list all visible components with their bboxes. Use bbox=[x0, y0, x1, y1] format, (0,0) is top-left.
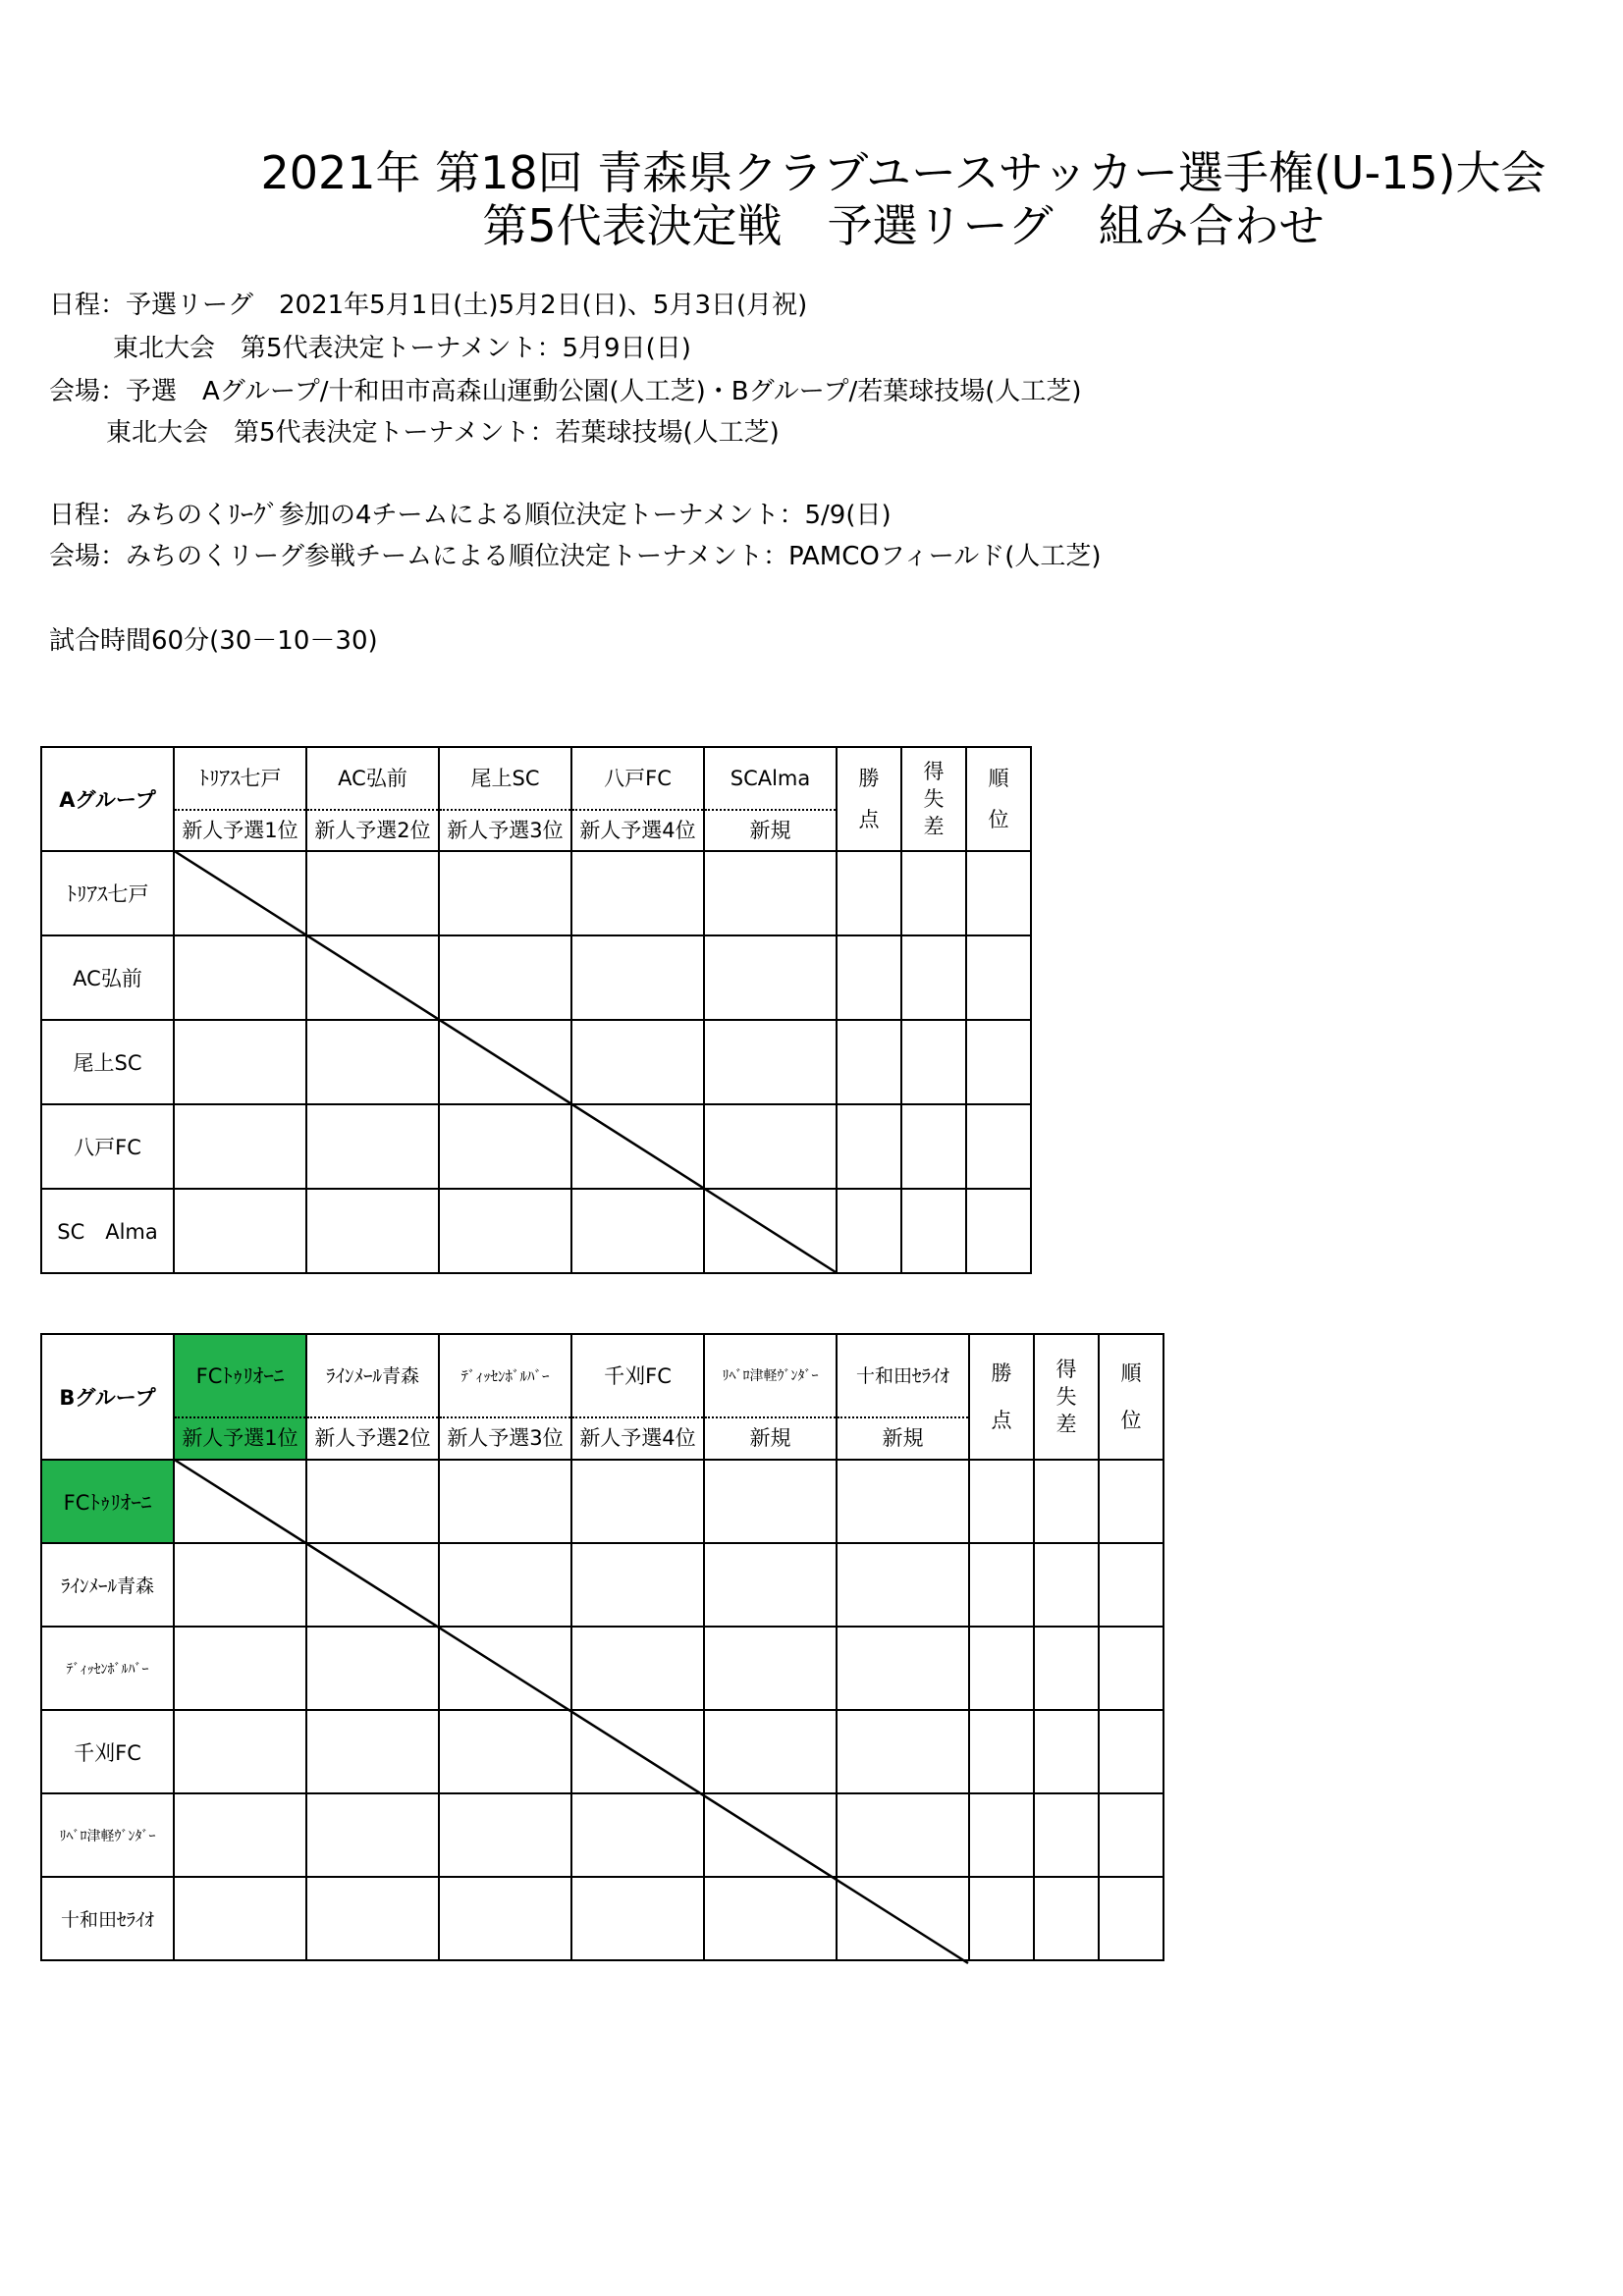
group-b-col-3: ﾃﾞｨｯｾﾝﾎﾞﾙﾊﾞｰ 新人予選3位 bbox=[439, 1334, 571, 1460]
group-b-row bbox=[41, 1877, 1163, 1960]
group-a-col-3: 尾上SC 新人予選3位 bbox=[439, 747, 571, 851]
group-a-row bbox=[41, 1104, 1031, 1189]
schedule-michinoku: 日程：みちのくﾘｰｸﾞ参加の4チームによる順位決定トーナメント：5/9(日) bbox=[49, 501, 892, 530]
group-b-table bbox=[40, 1333, 1164, 1961]
group-b-col-5: ﾘﾍﾞﾛ津軽ｳﾞﾝﾀﾞｰ 新規 bbox=[704, 1334, 837, 1460]
group-a-col-1: ﾄﾘｱｽ七戸 新人予選1位 bbox=[174, 747, 306, 851]
group-a-row bbox=[41, 935, 1031, 1020]
group-a-header-row bbox=[41, 747, 1031, 851]
venue-tohoku: 東北大会 第5代表決定トーナメント：若葉球技場(人工芝) bbox=[106, 418, 780, 448]
group-b-row-label: ﾃﾞｨｯｾﾝﾎﾞﾙﾊﾞｰ bbox=[41, 1627, 174, 1710]
group-a-goal-diff-header: 得 失 差 bbox=[901, 747, 966, 851]
group-b-row bbox=[41, 1460, 1163, 1543]
group-a-col-5: SCAlma 新規 bbox=[704, 747, 837, 851]
group-a-row bbox=[41, 1189, 1031, 1273]
group-b-row bbox=[41, 1710, 1163, 1793]
group-a-row bbox=[41, 851, 1031, 935]
group-b-points-header: 勝 点 bbox=[969, 1334, 1034, 1460]
group-b-row-label: ﾘﾍﾞﾛ津軽ｳﾞﾝﾀﾞｰ bbox=[41, 1793, 174, 1877]
group-b-row bbox=[41, 1627, 1163, 1710]
group-b-row-label: ﾗｲﾝﾒｰﾙ青森 bbox=[41, 1543, 174, 1627]
group-b-row-label: FCﾄｩﾘｵｰﾆ bbox=[41, 1460, 174, 1543]
group-a-row-label: 八戸FC bbox=[41, 1104, 174, 1189]
group-b-rank-header: 順 位 bbox=[1099, 1334, 1163, 1460]
group-b-header-row bbox=[41, 1334, 1163, 1460]
group-a-rank-header: 順 位 bbox=[966, 747, 1031, 851]
group-b-row bbox=[41, 1543, 1163, 1627]
document-subtitle: 第5代表決定戦 予選リーグ 組み合わせ bbox=[482, 199, 1325, 252]
venue-preliminary: 会場：予選 Aグループ/十和田市高森山運動公園(人工芝)・Bグループ/若葉球技場(人工芝) bbox=[49, 377, 1082, 406]
group-a-row bbox=[41, 1020, 1031, 1104]
group-a-points-header: 勝 点 bbox=[837, 747, 901, 851]
group-b-row-label: 千刈FC bbox=[41, 1710, 174, 1793]
group-b-label: Bグループ bbox=[41, 1334, 174, 1460]
group-b-row-label: 十和田ｾﾗｲｵ bbox=[41, 1877, 174, 1960]
group-a-col-4: 八戸FC 新人予選4位 bbox=[571, 747, 704, 851]
match-time: 試合時間60分(30－10－30) bbox=[49, 626, 378, 656]
group-a-label: Aグループ bbox=[41, 747, 174, 851]
group-b-col-6: 十和田ｾﾗｲｵ 新規 bbox=[837, 1334, 969, 1460]
schedule-tohoku: 東北大会 第5代表決定トーナメント：5月9日(日) bbox=[113, 334, 691, 363]
group-b-row bbox=[41, 1793, 1163, 1877]
group-a-row-label: AC弘前 bbox=[41, 935, 174, 1020]
group-b-goal-diff-header: 得 失 差 bbox=[1034, 1334, 1099, 1460]
group-b-col-1: FCﾄｩﾘｵｰﾆ 新人予選1位 bbox=[174, 1334, 306, 1460]
group-a-col-2: AC弘前 新人予選2位 bbox=[306, 747, 439, 851]
group-a-row-label: SC Alma bbox=[41, 1189, 174, 1273]
document-title: 2021年 第18回 青森県クラブユースサッカー選手権(U-15)大会 bbox=[260, 146, 1546, 199]
group-b-col-4: 千刈FC 新人予選4位 bbox=[571, 1334, 704, 1460]
group-a-table bbox=[40, 746, 1032, 1274]
schedule-preliminary: 日程：予選リーグ 2021年5月1日(土)5月2日(日)、5月3日(月祝) bbox=[49, 291, 808, 320]
venue-michinoku: 会場：みちのくリーグ参戦チームによる順位決定トーナメント：PAMCOフィールド(人工芝) bbox=[49, 542, 1102, 571]
group-a-row-label: ﾄﾘｱｽ七戸 bbox=[41, 851, 174, 935]
group-b-col-2: ﾗｲﾝﾒｰﾙ青森 新人予選2位 bbox=[306, 1334, 439, 1460]
group-a-row-label: 尾上SC bbox=[41, 1020, 174, 1104]
